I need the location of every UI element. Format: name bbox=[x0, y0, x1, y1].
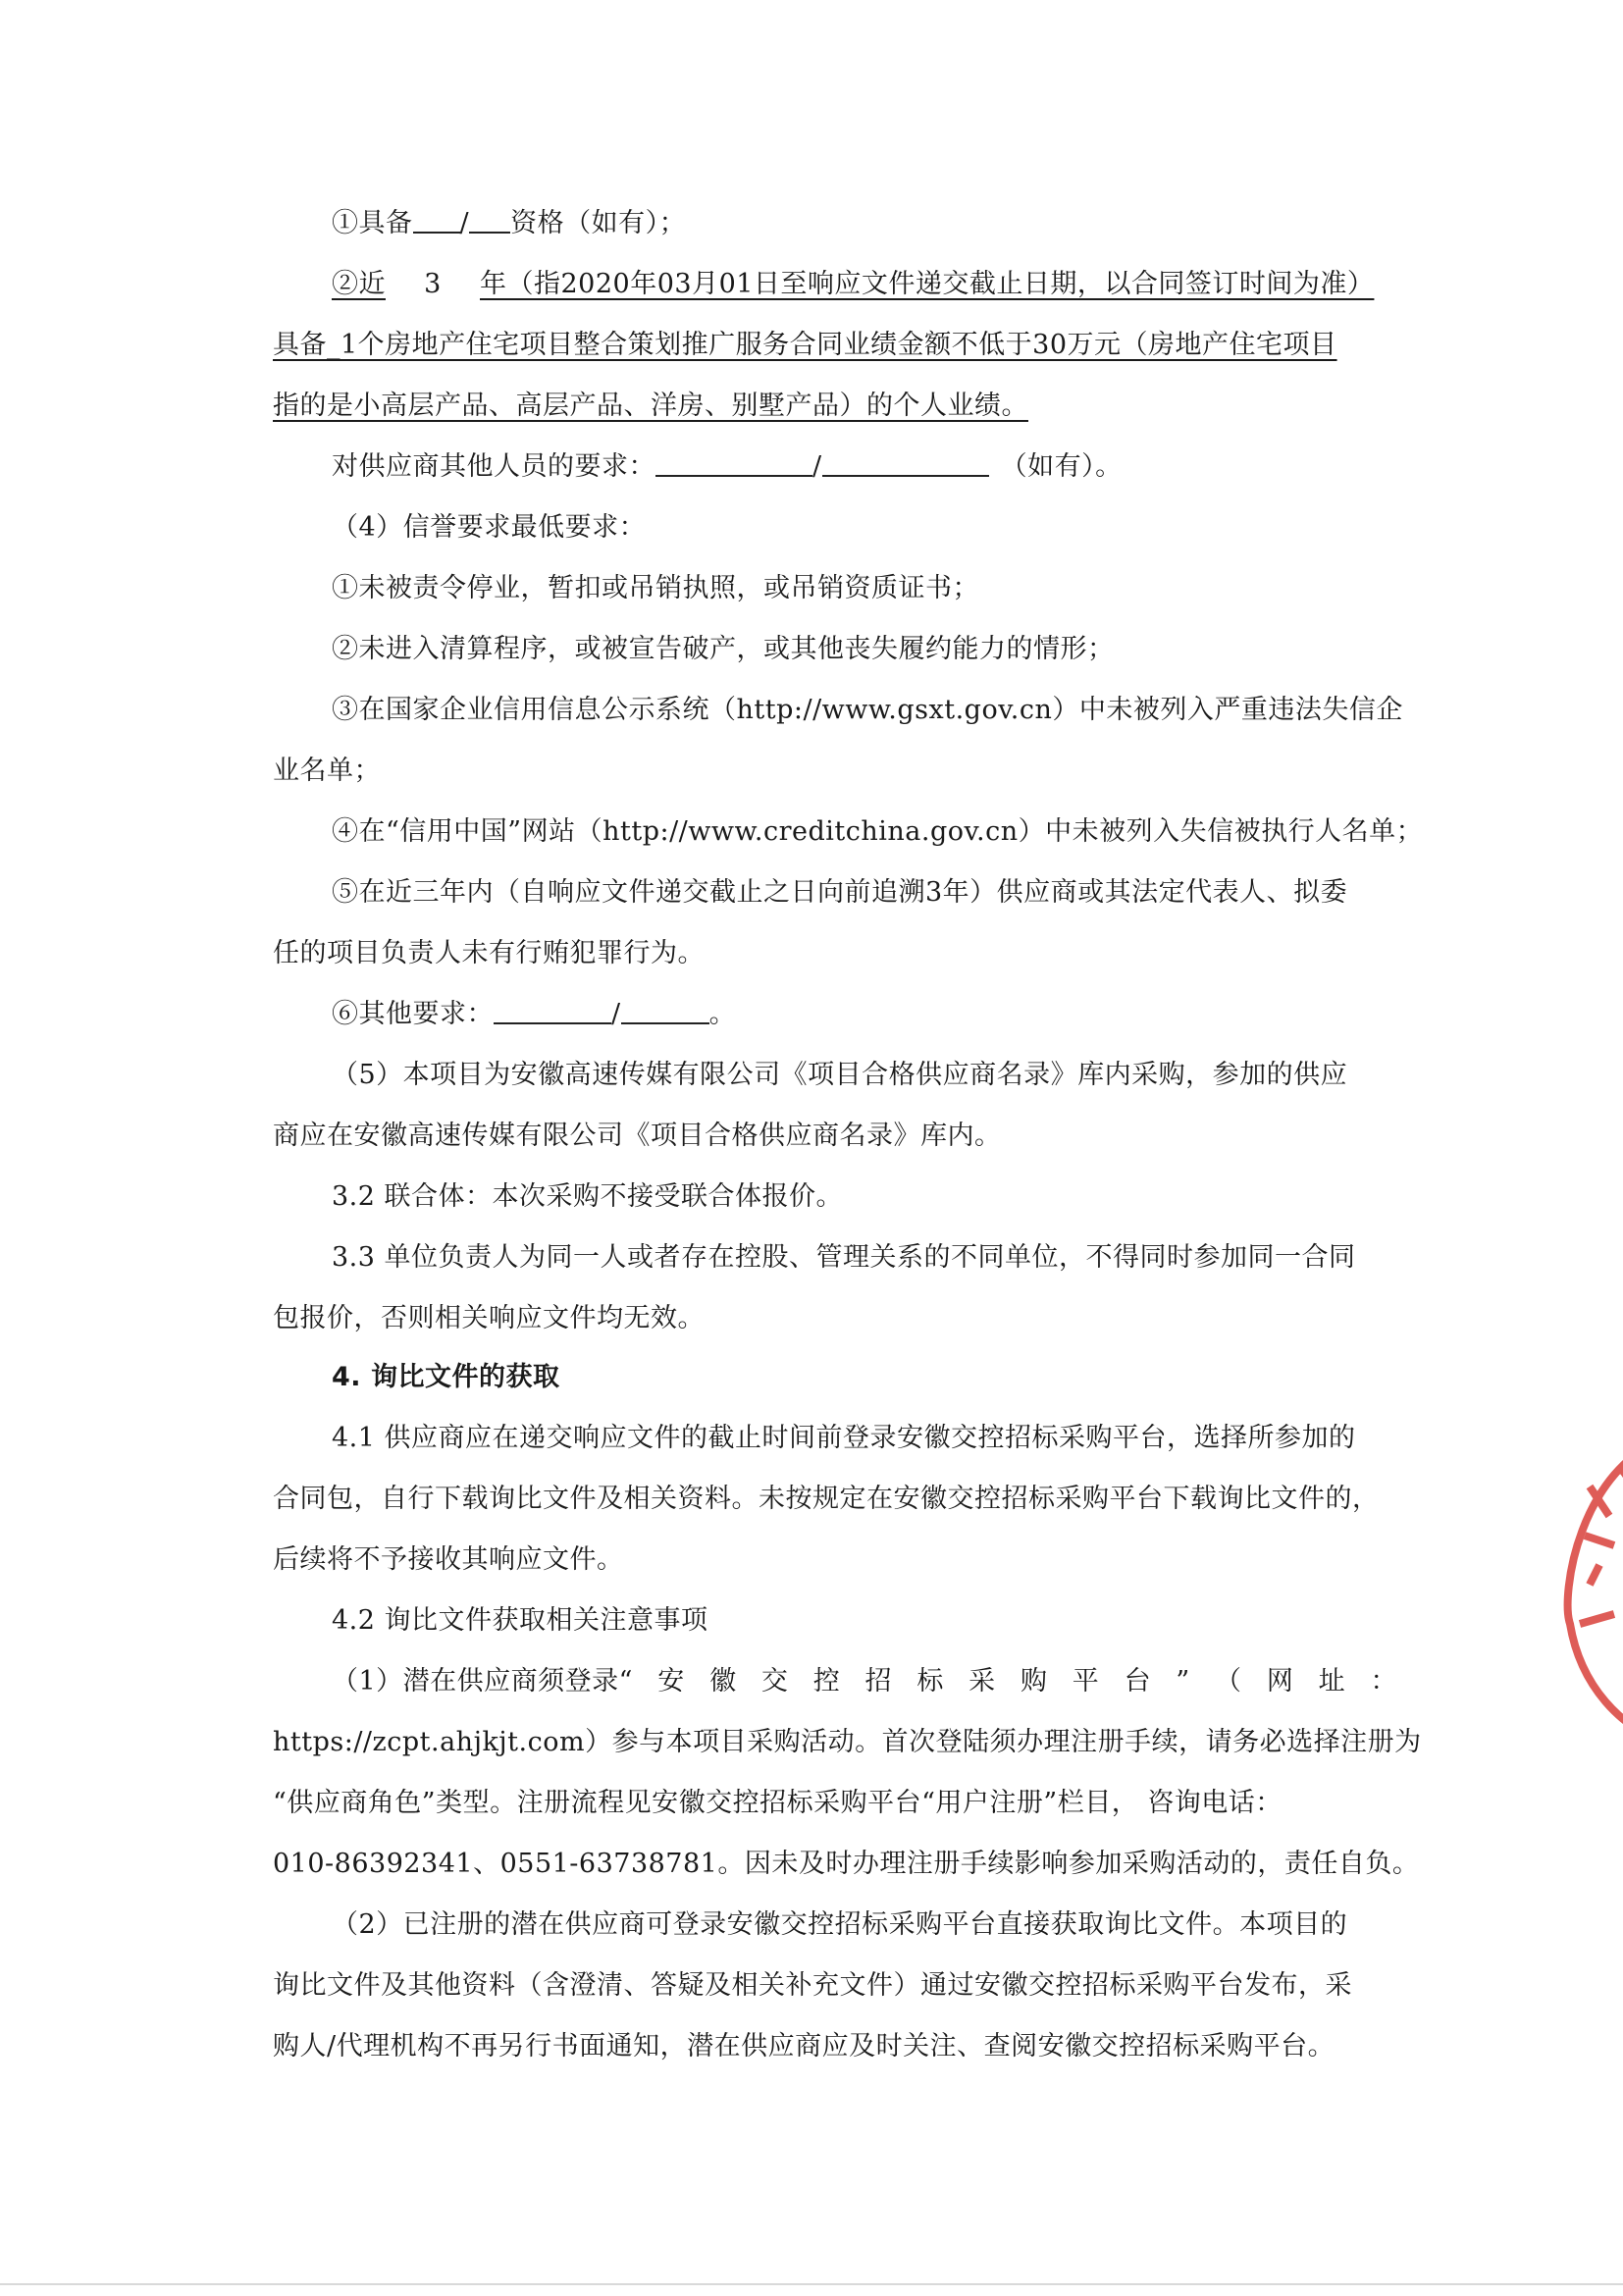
text: 年（指2020年03月01日至响应文件递交截止日期，以合同签订时间为准） bbox=[480, 269, 1375, 299]
paragraph-line: 询比文件及其他资料（含澄清、答疑及相关补充文件）通过安徽交控招标采购平台发布，采 bbox=[273, 1970, 1352, 2001]
other-personnel-line bbox=[0, 447, 1623, 487]
text: 购 bbox=[1020, 1666, 1048, 1696]
text: 标 bbox=[916, 1666, 944, 1696]
section-heading: 4. 询比文件的获取 bbox=[332, 1362, 560, 1392]
blank-field bbox=[822, 449, 989, 477]
paragraph-line: ⑤在近三年内（自响应文件递交截止之日向前追溯3年）供应商或其法定代表人、拟委 bbox=[332, 877, 1348, 908]
text: 交 bbox=[760, 1666, 789, 1696]
paragraph-line: （5）本项目为安徽高速传媒有限公司《项目合格供应商名录》库内采购，参加的供应 bbox=[332, 1060, 1348, 1090]
text: 对供应商其他人员的要求： bbox=[332, 451, 655, 482]
text: ： bbox=[1370, 1666, 1397, 1696]
text: 徽 bbox=[709, 1666, 737, 1696]
paragraph-line: 4.2 询比文件获取相关注意事项 bbox=[332, 1605, 708, 1636]
text: （如有）。 bbox=[1000, 451, 1123, 482]
paragraph-line: 3.3 单位负责人为同一人或者存在控股、管理关系的不同单位，不得同时参加同一合同 bbox=[332, 1242, 1356, 1273]
paragraph-line: “供应商角色”类型。注册流程见安徽交控招标采购平台“用户注册”栏目， 咨询电话： bbox=[273, 1788, 1283, 1818]
text: 采 bbox=[969, 1666, 996, 1696]
page-bottom-edge bbox=[0, 2283, 1623, 2285]
text: 平 bbox=[1072, 1666, 1100, 1696]
blank-field bbox=[413, 206, 460, 234]
text: 网 bbox=[1266, 1666, 1294, 1696]
paragraph-line: 合同包，自行下载询比文件及相关资料。未按规定在安徽交控招标采购平台下载询比文件的， bbox=[273, 1484, 1380, 1514]
performance-line-2: 具备_1个房地产住宅项目整合策划推广服务合同业绩金额不低于30万元（房地产住宅项目 bbox=[273, 330, 1337, 360]
years-value: 3 bbox=[424, 269, 442, 299]
text: 。 bbox=[708, 999, 737, 1029]
paragraph-line: （4）信誉要求最低要求： bbox=[332, 512, 647, 543]
text: （1）潜在供应商须登录“ bbox=[332, 1666, 633, 1696]
paragraph-line: 4.1 供应商应在递交响应文件的截止时间前登录安徽交控招标采购平台，选择所参加的 bbox=[332, 1423, 1356, 1453]
paragraph-line: 业名单； bbox=[273, 756, 381, 786]
text: 址 bbox=[1318, 1666, 1346, 1696]
seal-stamp-icon bbox=[1560, 1428, 1623, 1751]
paragraph-line: 任的项目负责人未有行贿犯罪行为。 bbox=[273, 938, 705, 968]
performance-line bbox=[0, 265, 1623, 304]
text: / bbox=[611, 999, 621, 1029]
paragraph-line: （2）已注册的潜在供应商可登录安徽交控招标采购平台直接获取询比文件。本项目的 bbox=[332, 1909, 1348, 1940]
paragraph-line: 包报价，否则相关响应文件均无效。 bbox=[273, 1303, 705, 1333]
paragraph-line: 购人/代理机构不再另行书面通知，潜在供应商应及时关注、查阅安徽交控招标采购平台。 bbox=[273, 2031, 1335, 2061]
text: / bbox=[812, 451, 822, 482]
blank-field bbox=[494, 997, 611, 1024]
text: / bbox=[459, 208, 470, 238]
text: ⑥其他要求： bbox=[332, 999, 494, 1029]
paragraph-line: https://zcpt.ahjkjt.com）参与本项目采购活动。首次登陆须办理注册手续，请务必选择注册为 bbox=[273, 1727, 1422, 1757]
paragraph-line: 后续将不予接收其响应文件。 bbox=[273, 1544, 624, 1575]
qualification-line bbox=[0, 204, 1623, 243]
text: 资格（如有）； bbox=[510, 208, 687, 238]
paragraph-line: ③在国家企业信用信息公示系统（http://www.gsxt.gov.cn）中未被列入严重违法失信企 bbox=[332, 695, 1403, 725]
blank-field bbox=[469, 206, 510, 234]
performance-line-3: 指的是小高层产品、高层产品、洋房、别墅产品）的个人业绩。 bbox=[273, 391, 1028, 421]
text: ②近 bbox=[332, 269, 386, 299]
blank-field bbox=[655, 449, 812, 477]
text: 控 bbox=[812, 1666, 841, 1696]
platform-login-line bbox=[0, 1662, 1623, 1701]
paragraph-line: 商应在安徽高速传媒有限公司《项目合格供应商名录》库内。 bbox=[273, 1121, 1002, 1151]
text: （ bbox=[1215, 1666, 1242, 1696]
text: ①具备 bbox=[332, 208, 413, 238]
paragraph-line: ①未被责令停业，暂扣或吊销执照，或吊销资质证书； bbox=[332, 573, 979, 603]
text: 招 bbox=[864, 1666, 893, 1696]
other-requirements-line bbox=[0, 995, 1623, 1034]
text: 台 bbox=[1124, 1666, 1152, 1696]
paragraph-line: 3.2 联合体：本次采购不接受联合体报价。 bbox=[332, 1181, 844, 1212]
paragraph-line: 010-86392341、0551-63738781。因未及时办理注册手续影响参加采购活动的，责任自负。 bbox=[273, 1849, 1420, 1879]
blank-field bbox=[621, 997, 709, 1024]
paragraph-line: ②未进入清算程序，或被宣告破产，或其他丧失履约能力的情形； bbox=[332, 634, 1115, 664]
text: 安 bbox=[657, 1666, 685, 1696]
paragraph-line: ④在“信用中国”网站（http://www.creditchina.gov.cn）中未被列入失信被执行人名单； bbox=[332, 816, 1424, 847]
text: ” bbox=[1176, 1666, 1190, 1696]
